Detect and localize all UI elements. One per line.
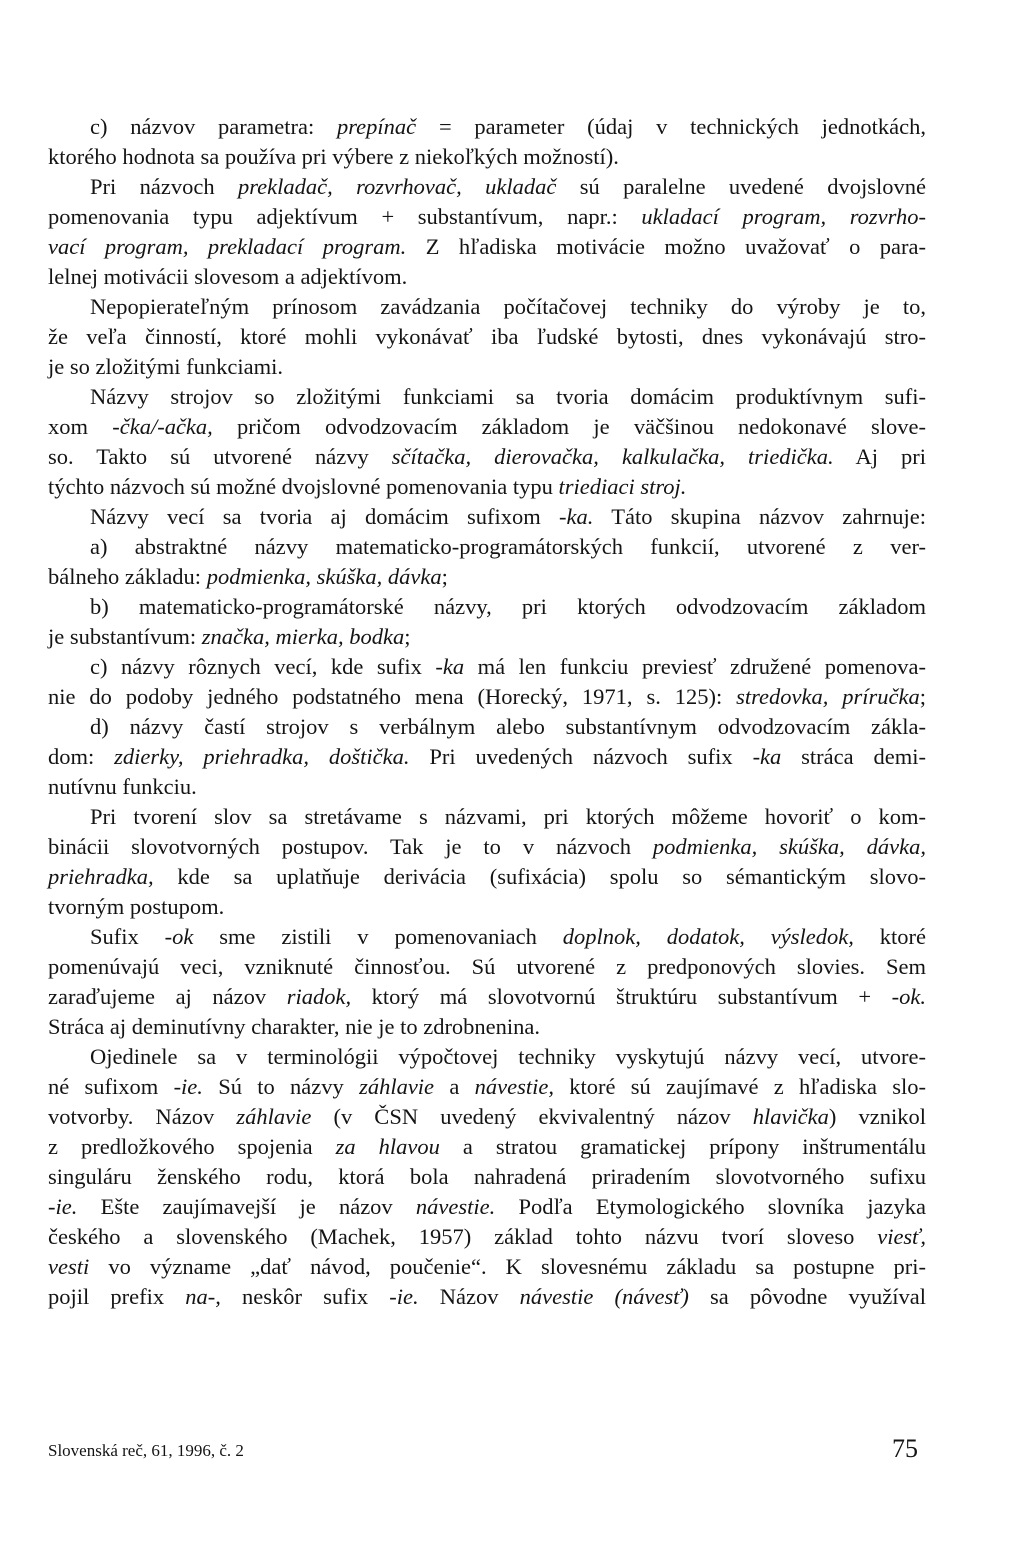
text-line: singuláru ženského rodu, ktorá bola nahradená priradením slovotvorného sufixu <box>48 1164 926 1189</box>
text-line: -ie. Ešte zaujímavejší je názov návestie. Podľa Etymologického slovníka jazyka <box>48 1194 926 1219</box>
text-line: so. Takto sú utvorené názvy sčítačka, dierovačka, kalkulačka, triedička. Aj pri <box>48 444 926 469</box>
text-line: dom: zdierky, priehradka, doštička. Pri uvedených názvoch sufix -ka stráca demi- <box>48 744 926 769</box>
text-line: Názvy strojov so zložitými funkciami sa tvoria domácim produktívnym sufi- <box>90 384 926 409</box>
page-number: 75 <box>892 1434 918 1463</box>
text-line: nutívnu funkciu. <box>48 774 197 799</box>
text-line: týchto názvoch sú možné dvojslovné pomenovania typu triediaci stroj. <box>48 474 687 499</box>
text-line: c) názvy rôznych vecí, kde sufix -ka má len funkciu previesť združené pomenova- <box>90 654 926 679</box>
text-line: Ojedinele sa v terminológii výpočtovej techniky vyskytujú názvy vecí, utvore- <box>90 1044 926 1069</box>
text-line: c) názvov parametra: prepínač = parameter (údaj v technických jednotkách, <box>90 114 927 139</box>
text-line: bálneho základu: podmienka, skúška, dávka; <box>48 564 448 589</box>
text-line: pomenúvajú veci, vzniknuté činnosťou. Sú utvorené z predponových slovies. Sem <box>48 954 926 979</box>
text-line: Pri názvoch prekladač, rozvrhovač, ukladač sú paralelne uvedené dvojslovné <box>90 174 927 199</box>
text-line: ktorého hodnota sa používa pri výbere z niekoľkých možností). <box>48 144 619 169</box>
text-line: priehradka, kde sa uplatňuje derivácia (sufixácia) spolu so sémantickým slovo- <box>48 864 926 889</box>
text-line: xom -čka/-ačka, pričom odvodzovacím základom je väčšinou nedokonavé slove- <box>48 414 926 439</box>
text-line: d) názvy častí strojov s verbálnym alebo substantívnym odvodzovacím zákla- <box>90 714 926 739</box>
text-line: je substantívum: značka, mierka, bodka; <box>48 624 411 649</box>
text-line: Pri tvorení slov sa stretávame s názvami, pri ktorých môžeme hovoriť o kom- <box>90 804 926 829</box>
text-line: pomenovania typu adjektívum + substantívum, napr.: ukladací program, rozvrho- <box>48 204 926 229</box>
text-line: né sufixom -ie. Sú to názvy záhlavie a návestie, ktoré sú zaujímavé z hľadiska slo- <box>48 1074 926 1099</box>
text-line: Sufix -ok sme zistili v pomenovaniach doplnok, dodatok, výsledok, ktoré <box>90 924 926 949</box>
text-line: binácii slovotvorných postupov. Tak je to v názvoch podmienka, skúška, dávka, <box>48 834 927 859</box>
text-line: nie do podoby jedného podstatného mena (Horecký, 1971, s. 125): stredovka, príručka; <box>48 684 926 709</box>
text-line: z predložkového spojenia za hlavou a stratou gramatickej prípony inštrumentálu <box>48 1134 927 1159</box>
text-line: lelnej motivácii slovesom a adjektívom. <box>48 264 408 289</box>
text-line: b) matematicko-programátorské názvy, pri ktorých odvodzovacím základom <box>90 594 926 619</box>
text-line: Stráca aj deminutívny charakter, nie je to zdrobnenina. <box>48 1014 541 1039</box>
text-line: Názvy vecí sa tvoria aj domácim sufixom -ka. Táto skupina názvov zahrnuje: <box>90 504 926 529</box>
text-line: Nepopierateľným prínosom zavádzania počítačovej techniky do výroby je to, <box>90 294 926 319</box>
text-line: votvorby. Názov záhlavie (v ČSN uvedený ekvivalentný názov hlavička) vznikol <box>48 1104 926 1129</box>
text-line: vesti vo význame „dať návod, poučenie“. K slovesnému základu sa postupne pri- <box>48 1254 926 1279</box>
journal-citation: Slovenská reč, 61, 1996, č. 2 <box>48 1441 244 1460</box>
text-line: pojil prefix na-, neskôr sufix -ie. Názov návestie (návesť) sa pôvodne využíval <box>48 1284 926 1309</box>
text-line: a) abstraktné názvy matematicko-programátorských funkcií, utvorené z ver- <box>90 534 926 559</box>
text-line: vací program, prekladací program. Z hľadiska motivácie možno uvažovať o para- <box>48 234 926 259</box>
text-line: je so zložitými funkciami. <box>48 354 283 379</box>
text-line: tvorným postupom. <box>48 894 225 919</box>
text-line: zaraďujeme aj názov riadok, ktorý má slovotvornú štruktúru substantívum + -ok. <box>48 984 927 1009</box>
text-line: českého a slovenského (Machek, 1957) základ tohto názvu tvorí sloveso viesť, <box>48 1224 926 1249</box>
text-line: že veľa činností, ktoré mohli vykonávať iba ľudské bytosti, dnes vykonávajú stro- <box>48 324 926 349</box>
